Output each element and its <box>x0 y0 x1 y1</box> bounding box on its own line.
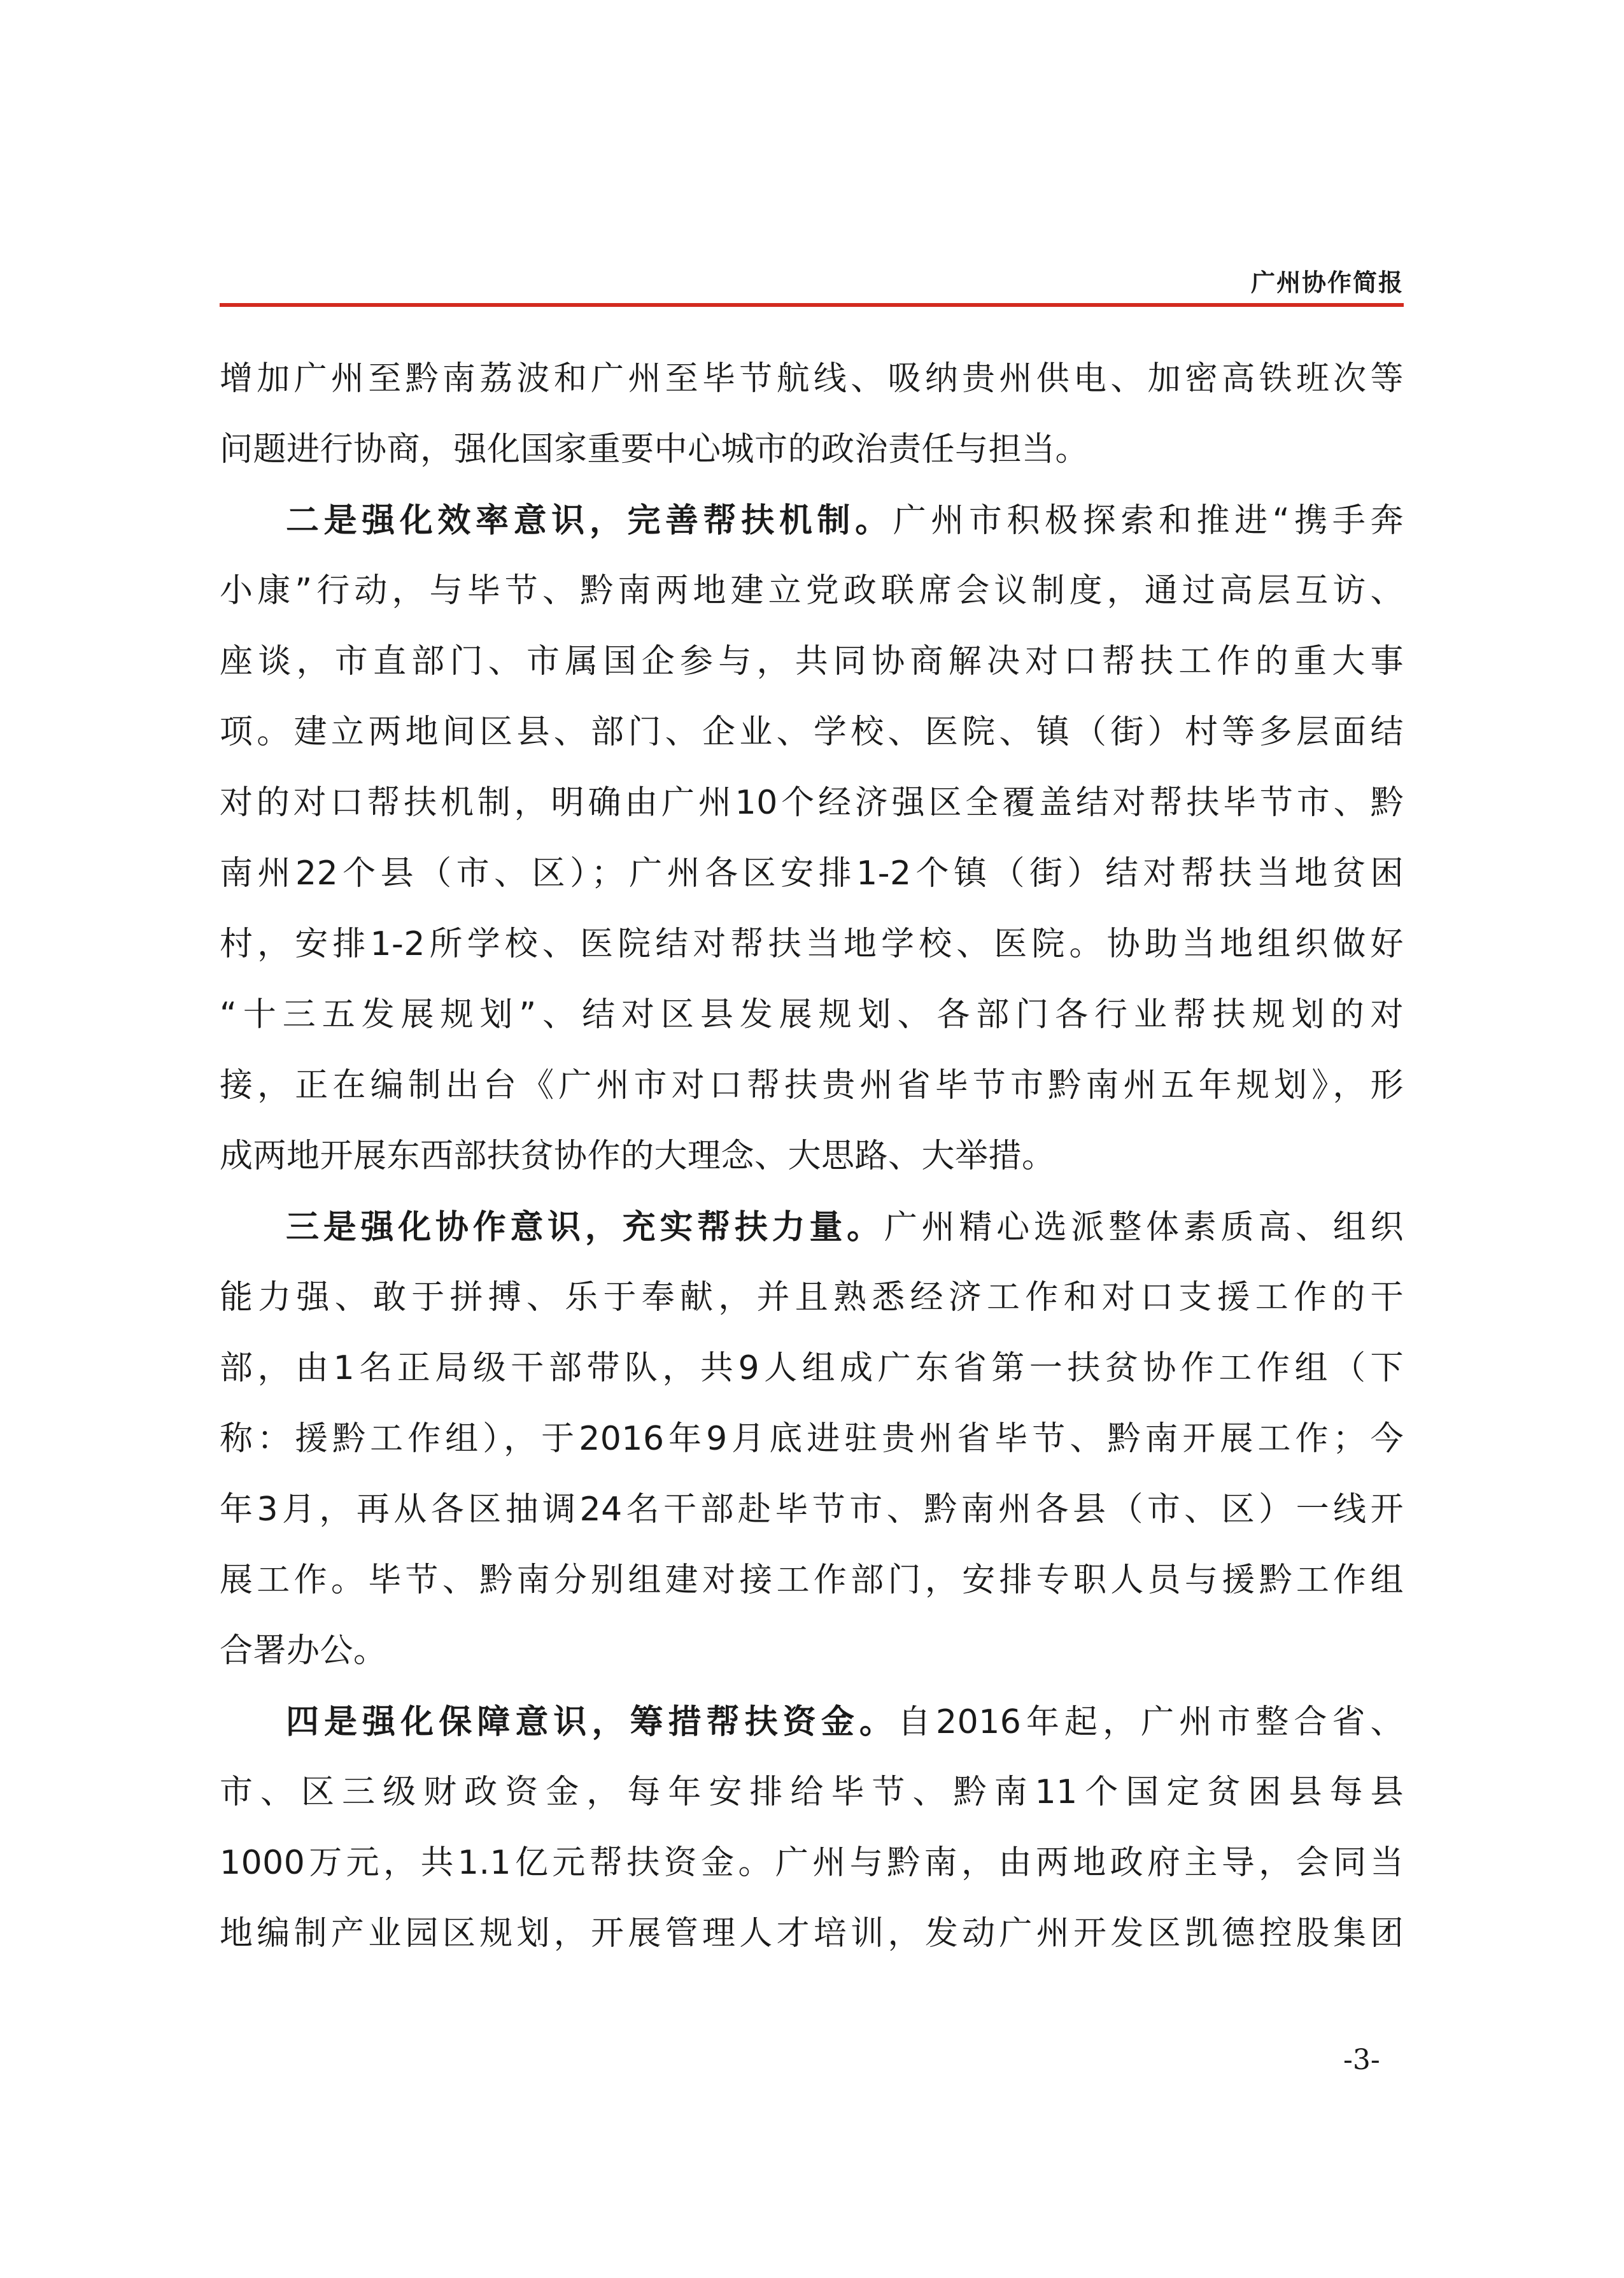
page-header <box>220 258 1404 308</box>
header-red-rule <box>220 303 1404 307</box>
text-line: 座谈，市直部门、市属国企参与，共同协商解决对口帮扶工作的重大事 <box>220 642 1404 681</box>
text-line: 年3月，再从各区抽调24名干部赴毕节市、黔南州各县（市、区）一线开 <box>220 1490 1404 1529</box>
text-line: 展工作。毕节、黔南分别组建对接工作部门，安排专职人员与援黔工作组 <box>220 1561 1404 1599</box>
text-line: 南州22个县（市、区）；广州各区安排1-2个镇（街）结对帮扶当地贫困 <box>220 854 1404 893</box>
paragraph-first-line <box>220 1192 1404 1263</box>
paragraph-lead-heading: 三是强化协作意识，充实帮扶力量。 <box>286 1208 884 1247</box>
paragraph-first-line <box>220 1687 1404 1757</box>
paragraph-lead-heading: 四是强化保障意识，筹措帮扶资金。 <box>286 1702 898 1741</box>
text-line: 增加广州至黔南荔波和广州至毕节航线、吸纳贵州供电、加密高铁班次等 <box>220 360 1404 398</box>
text-line: 合署办公。 <box>220 1632 387 1670</box>
text-line: 小康”行动，与毕节、黔南两地建立党政联席会议制度，通过高层互访、 <box>220 572 1404 610</box>
publication-title: 广州协作简报 <box>1250 268 1404 297</box>
text-line: 1000万元，共1.1亿元帮扶资金。广州与黔南，由两地政府主导，会同当 <box>220 1844 1404 1882</box>
text-line: 问题进行协商，强化国家重要中心城市的政治责任与担当。 <box>220 430 1089 469</box>
text-line: 接，正在编制出台《广州市对口帮扶贵州省毕节市黔南州五年规划》，形 <box>220 1066 1404 1105</box>
paragraph-lead-rest: 自2016年起，广州市整合省、 <box>897 1703 1404 1741</box>
text-line: 村，安排1-2所学校、医院结对帮扶当地学校、医院。协助当地组织做好 <box>220 925 1404 963</box>
paragraph-lead-heading: 二是强化效率意识，完善帮扶机制。 <box>286 501 893 540</box>
text-line: 对的对口帮扶机制，明确由广州10个经济强区全覆盖结对帮扶毕节市、黔 <box>220 784 1404 822</box>
paragraph-lead-rest: 广州精心选派整体素质高、组织 <box>884 1208 1404 1247</box>
text-line: 能力强、敢于拼搏、乐于奉献，并且熟悉经济工作和对口支援工作的干 <box>220 1278 1404 1317</box>
text-line: 地编制产业园区规划，开展管理人才培训，发动广州开发区凯德控股集团 <box>220 1914 1404 1953</box>
text-line: 部，由1名正局级干部带队，共9人组成广东省第一扶贫协作工作组（下 <box>220 1349 1404 1387</box>
text-line: 成两地开展东西部扶贫协作的大理念、大思路、大举措。 <box>220 1137 1056 1175</box>
text-line: 市、区三级财政资金，每年安排给毕节、黔南11个国定贫困县每县 <box>220 1773 1404 1811</box>
document-body <box>220 344 1404 1969</box>
paragraph-lead-rest: 广州市积极探索和推进“携手奔 <box>893 502 1404 540</box>
paragraph-first-line <box>220 485 1404 556</box>
text-line: 项。建立两地间区县、部门、企业、学校、医院、镇（街）村等多层面结 <box>220 713 1404 751</box>
page-number: -3- <box>1343 2044 1380 2076</box>
text-line: 称：援黔工作组），于2016年9月底进驻贵州省毕节、黔南开展工作；今 <box>220 1420 1404 1458</box>
text-line: “十三五发展规划”、结对区县发展规划、各部门各行业帮扶规划的对 <box>220 996 1404 1034</box>
